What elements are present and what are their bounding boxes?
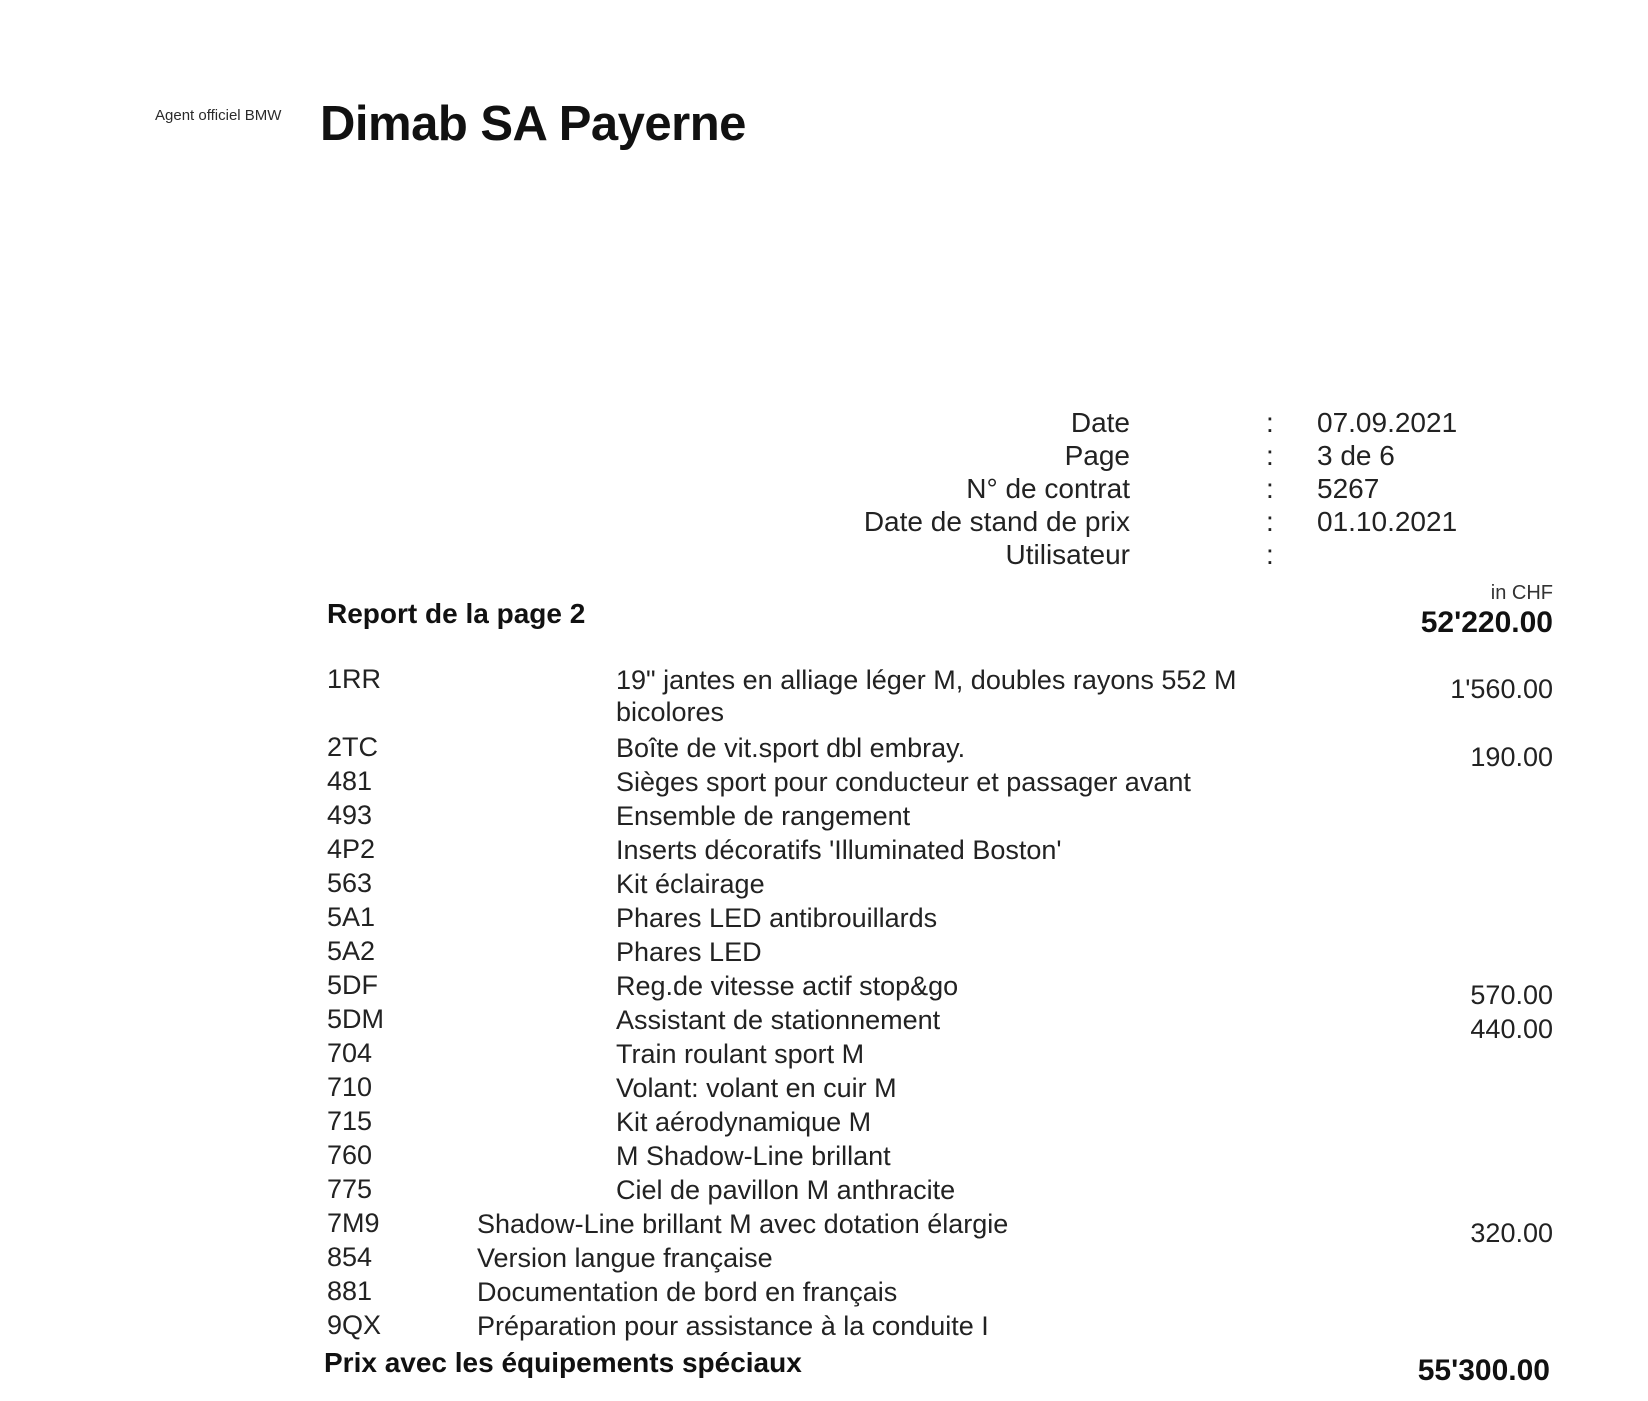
carryover-value: 52'220.00 (1420, 606, 1553, 639)
total-label: Prix avec les équipements spéciaux (324, 1347, 802, 1378)
option-code: 7M9 (327, 1208, 380, 1238)
option-price: 190.00 (1470, 742, 1553, 772)
currency-label: in CHF (1490, 582, 1553, 604)
list-item (0, 1140, 1648, 1174)
option-description: Version langue française (477, 1243, 773, 1273)
carryover-label: Report de la page 2 (327, 598, 586, 629)
meta-label: Utilisateur (1005, 539, 1130, 570)
list-item (0, 1310, 1648, 1344)
option-code: 881 (327, 1276, 373, 1306)
meta-label: N° de contrat (966, 473, 1130, 504)
option-description: Inserts décoratifs 'Illuminated Boston' (616, 835, 1062, 865)
option-description: M Shadow-Line brillant (616, 1141, 891, 1171)
option-code: 5A1 (327, 902, 376, 932)
document-meta (863, 407, 1460, 572)
list-item (0, 1106, 1648, 1140)
meta-value: 3 de 6 (1317, 440, 1395, 471)
meta-value: 07.09.2021 (1317, 407, 1458, 438)
meta-colon: : (1266, 506, 1274, 537)
option-description: Phares LED antibrouillards (616, 903, 938, 933)
option-code: 1RR (327, 664, 382, 694)
option-description: Préparation pour assistance à la conduite I (477, 1311, 989, 1341)
option-code: 5A2 (327, 936, 376, 966)
option-description: Documentation de bord en français (477, 1277, 898, 1307)
meta-row-date (900, 407, 1460, 440)
option-description: Train roulant sport M (616, 1039, 865, 1069)
option-description: Kit aérodynamique M (616, 1107, 872, 1137)
option-code: 563 (327, 868, 373, 898)
option-description: Kit éclairage (616, 869, 765, 899)
list-item (0, 970, 1648, 1010)
option-description: 19" jantes en alliage léger M, doubles rayons 552 M bicolores (616, 665, 1237, 727)
list-item (0, 800, 1648, 834)
list-item (0, 1004, 1648, 1044)
option-description: Sièges sport pour conducteur et passager avant (616, 767, 1191, 797)
meta-label: Date de stand de prix (863, 506, 1130, 537)
meta-row-contract (900, 473, 1460, 506)
list-item (0, 766, 1648, 800)
list-item (0, 1276, 1648, 1310)
option-description: Assistant de stationnement (616, 1005, 941, 1035)
option-description: Volant: volant en cuir M (616, 1073, 897, 1103)
option-description: Ensemble de rangement (616, 801, 911, 831)
meta-colon: : (1266, 473, 1274, 504)
option-code: 4P2 (327, 834, 376, 864)
option-description: Shadow-Line brillant M avec dotation élargie (477, 1209, 1009, 1239)
meta-value: 01.10.2021 (1317, 506, 1458, 537)
meta-colon: : (1266, 440, 1274, 471)
equipment-list (0, 664, 1648, 1344)
list-item (0, 1072, 1648, 1106)
meta-row-price-date (863, 506, 1460, 539)
meta-row-user (900, 539, 1460, 572)
option-description: Reg.de vitesse actif stop&go (616, 971, 959, 1001)
option-code: 9QX (327, 1310, 382, 1340)
list-item (0, 936, 1648, 970)
list-item (0, 664, 1648, 732)
meta-label: Page (1064, 440, 1130, 471)
meta-colon: : (1266, 539, 1274, 570)
dealer-name: Dimab SA Payerne (320, 97, 746, 151)
list-item (0, 834, 1648, 868)
option-price: 1'560.00 (1450, 674, 1553, 704)
agent-label: Agent officiel BMW (155, 107, 282, 124)
option-code: 481 (327, 766, 373, 796)
option-code: 5DM (327, 1004, 385, 1034)
option-code: 5DF (327, 970, 379, 1000)
meta-row-page (900, 440, 1460, 473)
meta-value: 5267 (1317, 473, 1380, 504)
list-item (0, 1242, 1648, 1276)
option-code: 2TC (327, 732, 379, 762)
total-value: 55'300.00 (1417, 1354, 1550, 1387)
list-item (0, 868, 1648, 902)
option-code: 775 (327, 1174, 373, 1204)
option-code: 704 (327, 1038, 373, 1068)
option-description: Ciel de pavillon M anthracite (616, 1175, 956, 1205)
option-description: Phares LED (616, 937, 762, 967)
option-code: 715 (327, 1106, 373, 1136)
option-code: 854 (327, 1242, 373, 1272)
list-item (0, 1208, 1648, 1248)
option-description: Boîte de vit.sport dbl embray. (616, 733, 966, 763)
option-code: 710 (327, 1072, 373, 1102)
option-code: 760 (327, 1140, 373, 1170)
list-item (0, 732, 1648, 772)
list-item (0, 1174, 1648, 1208)
list-item (0, 1038, 1648, 1072)
list-item (0, 902, 1648, 936)
option-price: 570.00 (1470, 980, 1553, 1010)
option-price: 440.00 (1470, 1014, 1553, 1044)
option-code: 493 (327, 800, 373, 830)
meta-colon: : (1266, 407, 1274, 438)
option-price: 320.00 (1470, 1218, 1553, 1248)
meta-label: Date (1070, 407, 1130, 438)
